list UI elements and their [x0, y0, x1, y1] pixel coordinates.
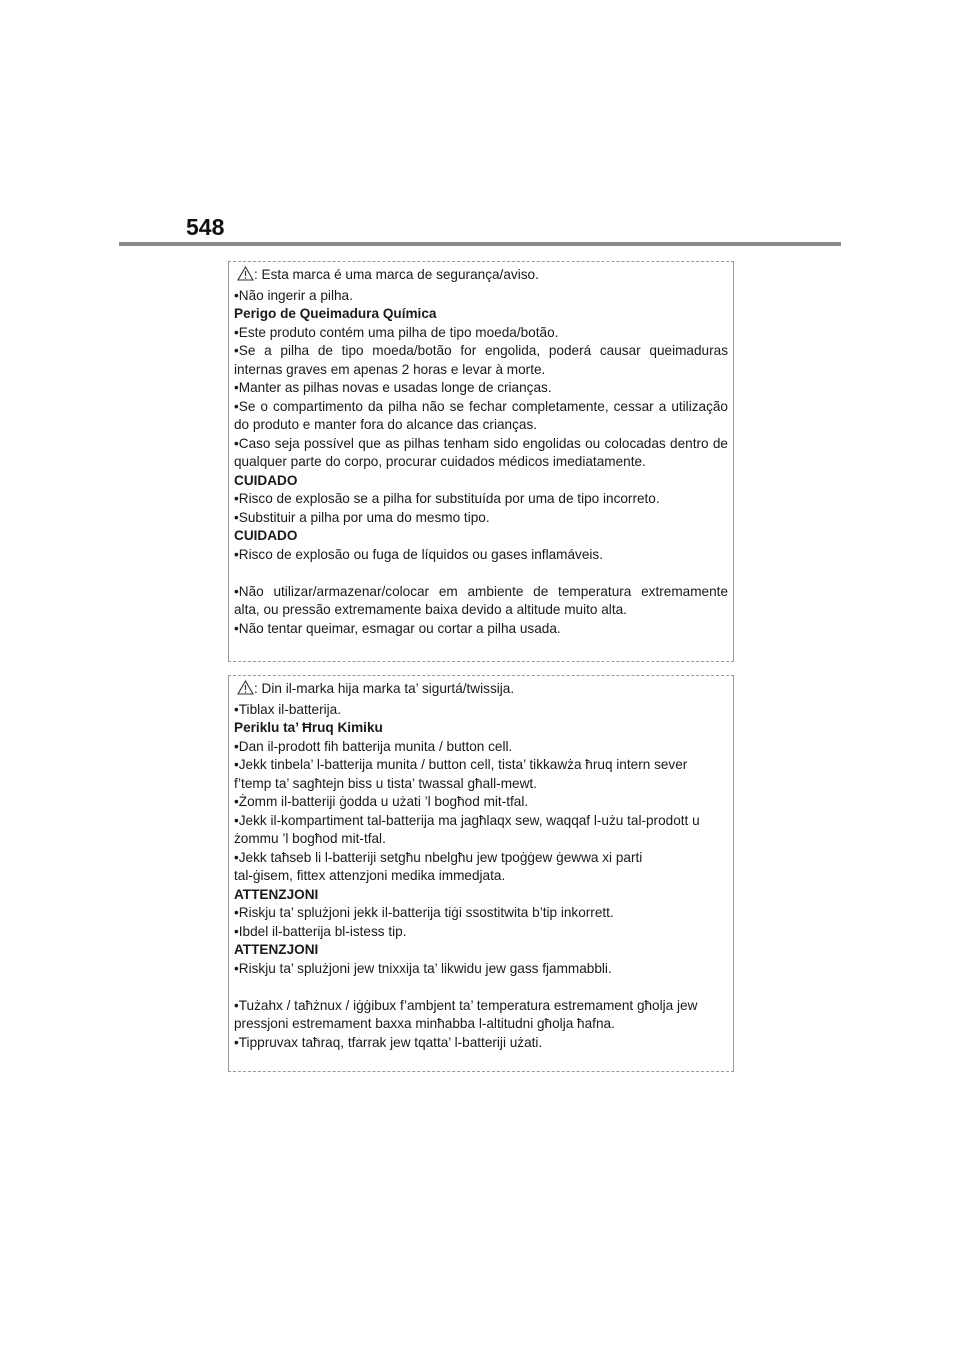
- symbol-legend-text: : Din il-marka hija marka ta’ sigurtá/twissija.: [254, 681, 515, 696]
- list-item: •Este produto contém uma pilha de tipo moeda/botão.: [234, 324, 559, 340]
- list-item: •Não utilizar/armazenar/colocar em ambiente de temperatura extremamente: [234, 583, 728, 599]
- section-heading: Perigo de Queimadura Química: [234, 306, 437, 321]
- list-item-continuation: tal-ġisem, fittex attenzjoni medika immedjata.: [234, 868, 506, 883]
- list-item: •Não tentar queimar, esmagar ou cortar a pilha usada.: [234, 620, 561, 636]
- list-item: •Se o compartimento da pilha não se fechar completamente, cessar a utilização: [234, 398, 728, 414]
- warning-triangle-icon: [237, 680, 254, 701]
- spacer: [234, 978, 728, 997]
- list-item: •Tippruvax taħraq, tfarrak jew tqatta’ l-batteriji użati.: [234, 1034, 543, 1050]
- list-item: •Jekk il-kompartiment tal-batterija ma jagħlaqx sew, waqqaf l-użu tal-prodott u: [234, 812, 700, 828]
- list-item-continuation: internas graves em apenas 2 horas e levar à morte.: [234, 361, 546, 377]
- list-item: •Se a pilha de tipo moeda/botão for engolida, poderá causar queimaduras: [234, 343, 728, 358]
- list-item: •Substituir a pilha por uma do mesmo tipo.: [234, 509, 490, 525]
- symbol-legend-line: [234, 266, 728, 287]
- caution-heading: CUIDADO: [234, 472, 298, 488]
- warning-box-maltese: [228, 675, 734, 1072]
- list-item: •Riskju ta’ splużjoni jew tnixxija ta’ likwidu jew gass fjammabbli.: [234, 960, 612, 976]
- list-item-continuation: alta, ou pressão extremamente baixa devido a altitude muito alta.: [234, 602, 627, 617]
- caution-heading: ATTENZJONI: [234, 886, 319, 902]
- list-item-continuation: qualquer parte do corpo, procurar cuidados médicos imediatamente.: [234, 454, 646, 469]
- list-item: •Manter as pilhas novas e usadas longe de crianças.: [234, 380, 552, 395]
- symbol-legend-text: : Esta marca é uma marca de segurança/aviso.: [254, 267, 539, 282]
- list-item: •Tużahx / taħżnux / iġġibux f’ambjent ta’ temperatura estremament għolja jew: [234, 997, 698, 1013]
- list-item-continuation: do produto e manter fora do alcance das crianças.: [234, 417, 538, 432]
- warning-box-portuguese: [228, 261, 734, 662]
- list-item-continuation: żommu ’l bogħod mit-tfal.: [234, 831, 386, 846]
- list-item: •Jekk taħseb li l-batteriji setgħu nbelgħu jew tpoġġew ġewwa xi parti: [234, 849, 643, 865]
- symbol-legend-line: [234, 680, 728, 701]
- list-item: •Risco de explosão se a pilha for substituída por uma de tipo incorreto.: [234, 491, 660, 506]
- list-item: •Riskju ta’ splużjoni jekk il-batterija tiġi ssostitwita b’tip inkorrett.: [234, 905, 614, 920]
- list-item-continuation: pressjoni estremament baxxa minħabba l-altitudni għolja ħafna.: [234, 1016, 615, 1031]
- list-item: •Ibdel il-batterija bl-istess tip.: [234, 923, 407, 939]
- warning-triangle-icon: [237, 266, 254, 287]
- list-item: •Risco de explosão ou fuga de líquidos ou gases inflamáveis.: [234, 546, 603, 562]
- caution-heading: CUIDADO: [234, 528, 298, 543]
- list-item-continuation: f’temp ta’ sagħtejn biss u tista’ twassal għall-mewt.: [234, 775, 537, 791]
- list-item: •Tiblax il-batterija.: [234, 701, 341, 717]
- list-item: •Caso seja possível que as pilhas tenham sido engolidas ou colocadas dentro de: [234, 435, 728, 451]
- list-item: •Jekk tinbela’ l-batterija munita / button cell, tista’ tikkawża ħruq intern sever: [234, 757, 688, 772]
- header-rule: [119, 242, 841, 246]
- list-item: •Dan il-prodott fih batterija munita / button cell.: [234, 738, 513, 754]
- list-item: •Żomm il-batteriji ġodda u użati ’l bogħod mit-tfal.: [234, 794, 529, 809]
- section-heading: Periklu ta’ Ħruq Kimiku: [234, 720, 383, 735]
- spacer: [234, 564, 728, 583]
- page-number: 548: [186, 214, 225, 240]
- list-item: •Não ingerir a pilha.: [234, 287, 353, 303]
- caution-heading: ATTENZJONI: [234, 942, 319, 957]
